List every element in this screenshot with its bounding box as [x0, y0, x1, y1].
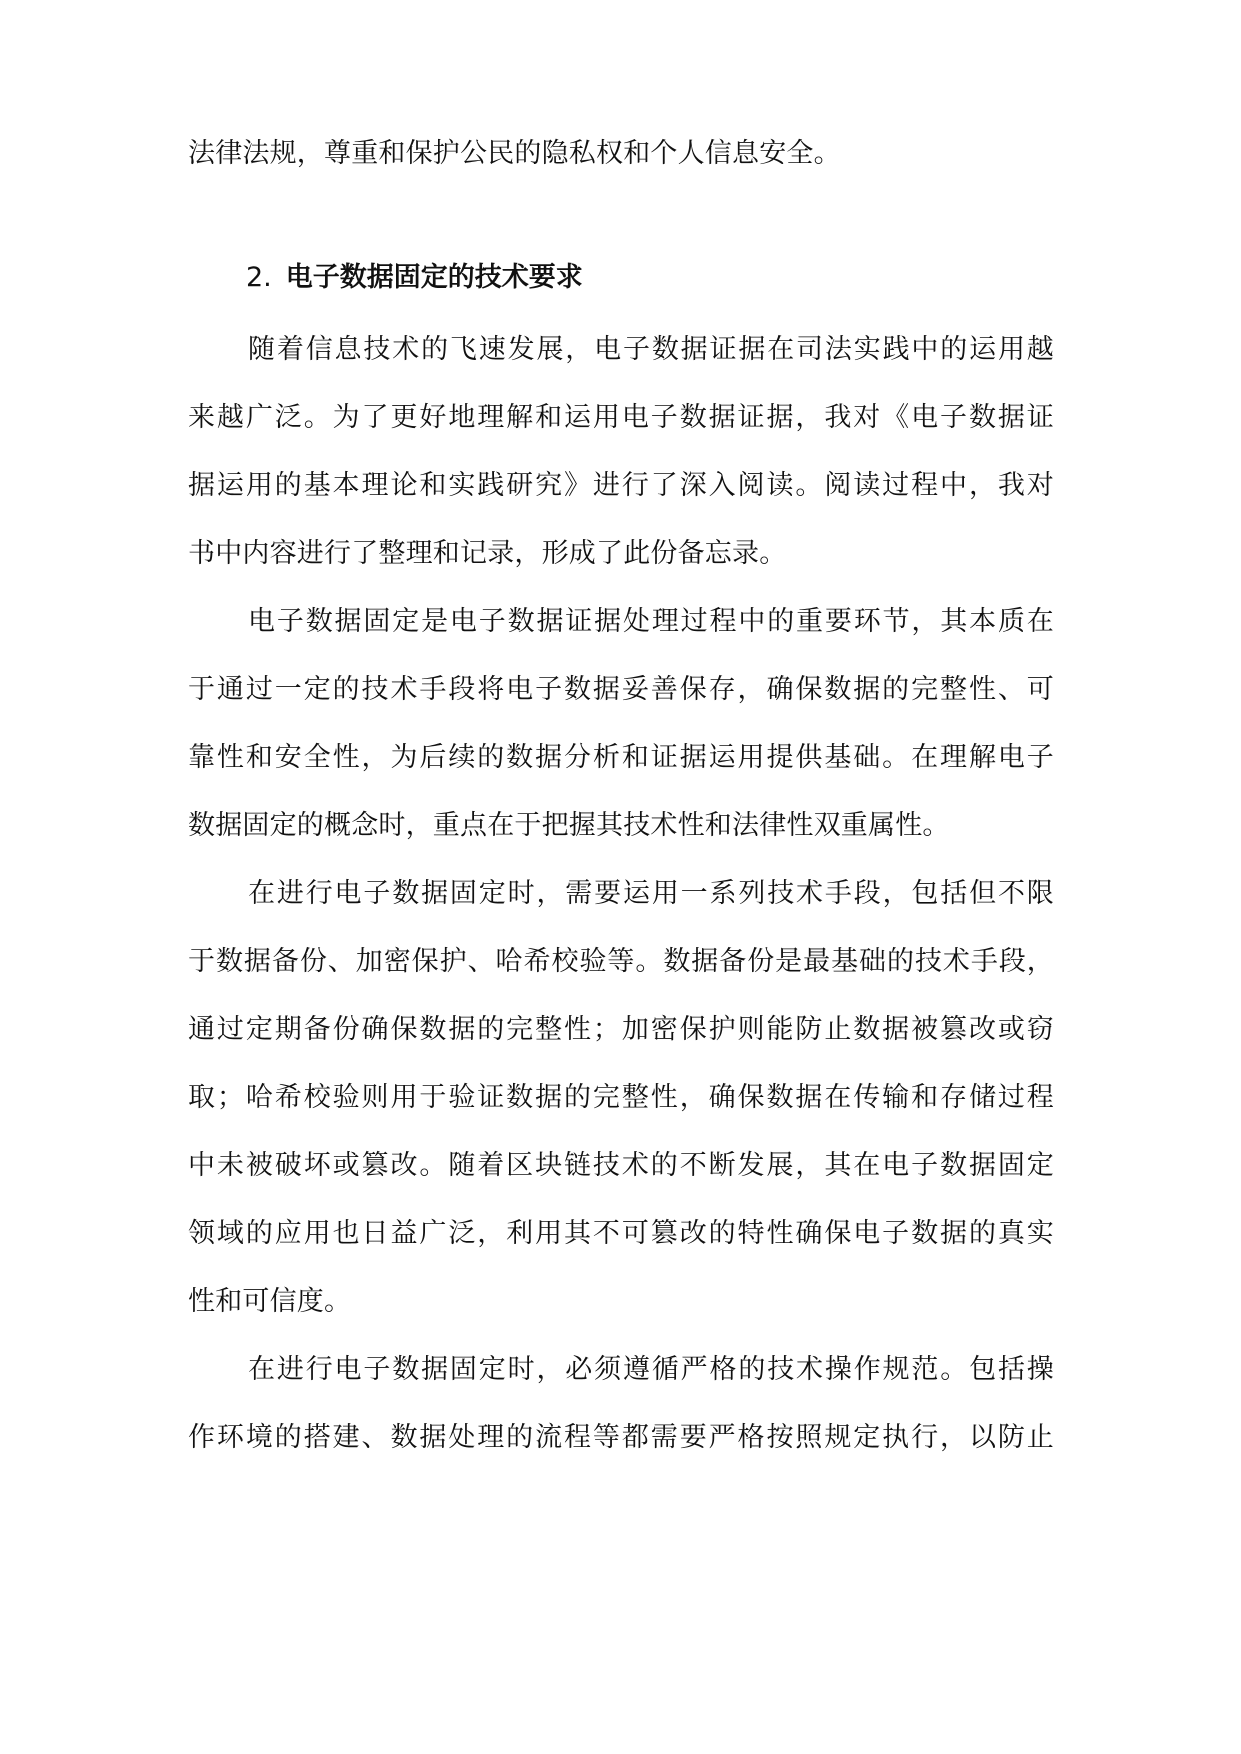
paragraph-line: 电子数据固定是电子数据证据处理过程中的重要环节，其本质在 [248, 606, 1054, 637]
paragraph-line: 作环境的搭建、数据处理的流程等都需要严格按照规定执行，以防止 [188, 1422, 1054, 1453]
continued-paragraph-line: 法律法规，尊重和保护公民的隐私权和个人信息安全。 [188, 138, 841, 169]
paragraph-line: 在进行电子数据固定时，必须遵循严格的技术操作规范。包括操 [248, 1354, 1054, 1385]
paragraph-line: 数据固定的概念时，重点在于把握其技术性和法律性双重属性。 [188, 810, 950, 841]
paragraph-line: 领域的应用也日益广泛，利用其不可篡改的特性确保电子数据的真实 [188, 1218, 1054, 1249]
paragraph-line: 中未被破坏或篡改。随着区块链技术的不断发展，其在电子数据固定 [188, 1150, 1054, 1181]
section-title: 电子数据固定的技术要求 [285, 262, 583, 293]
paragraph-line: 于数据备份、加密保护、哈希校验等。数据备份是最基础的技术手段， [188, 946, 1054, 977]
paragraph-line: 于通过一定的技术手段将电子数据妥善保存，确保数据的完整性、可 [188, 674, 1054, 705]
paragraph-line: 靠性和安全性，为后续的数据分析和证据运用提供基础。在理解电子 [188, 742, 1054, 773]
paragraph-line: 取；哈希校验则用于验证数据的完整性，确保数据在传输和存储过程 [188, 1082, 1054, 1113]
section-heading [246, 260, 583, 296]
paragraph-line: 在进行电子数据固定时，需要运用一系列技术手段，包括但不限 [248, 878, 1054, 909]
paragraph-line: 据运用的基本理论和实践研究》进行了深入阅读。阅读过程中，我对 [188, 470, 1054, 501]
section-number: 2. [246, 262, 272, 293]
paragraph-line: 性和可信度。 [188, 1286, 352, 1317]
paragraph-line: 来越广泛。为了更好地理解和运用电子数据证据，我对《电子数据证 [188, 402, 1054, 433]
paragraph-line: 随着信息技术的飞速发展，电子数据证据在司法实践中的运用越 [248, 334, 1054, 365]
paragraph-line: 书中内容进行了整理和记录，形成了此份备忘录。 [188, 538, 787, 569]
paragraph-line: 通过定期备份确保数据的完整性；加密保护则能防止数据被篡改或窃 [188, 1014, 1054, 1045]
